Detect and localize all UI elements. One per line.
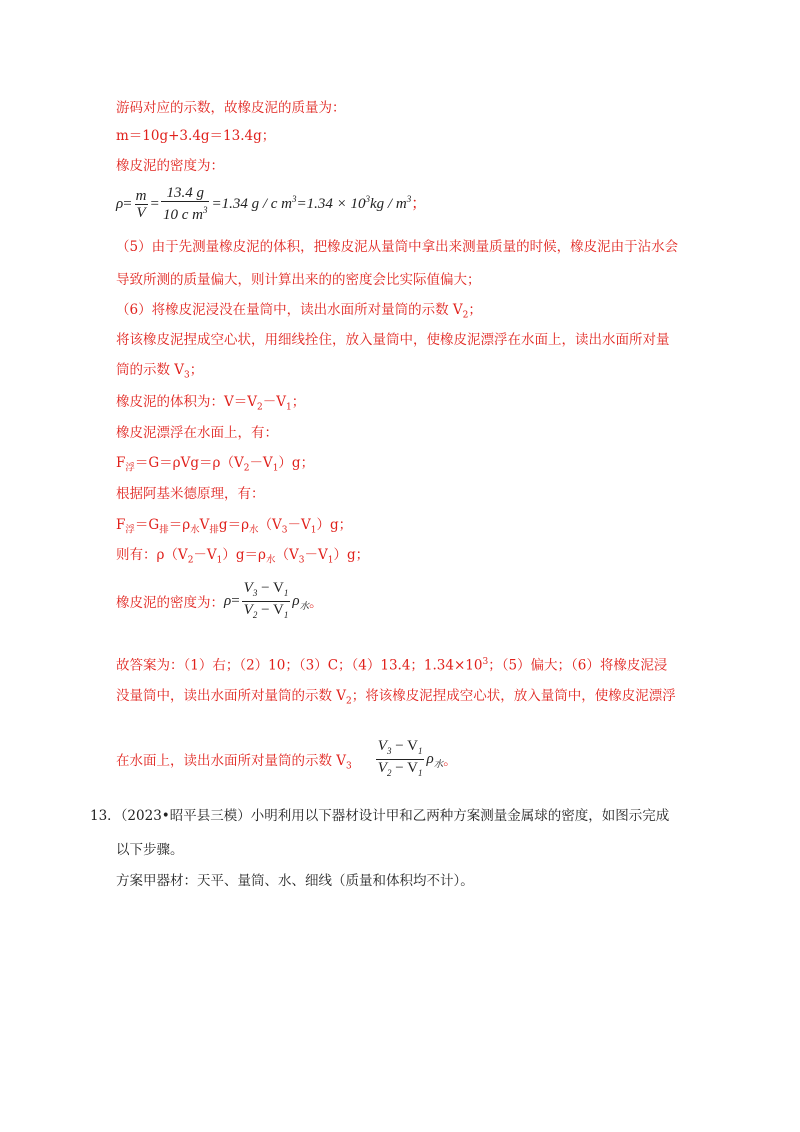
density-formula-2: ρ= $\frac{V_3 - V_1}{V_2 - V_1}$ $\rho_水$: [224, 593, 309, 609]
question-13-line-1: 13．（2023•昭平县三模）小明利用以下器材设计甲和乙两种方案测量金属球的密度，如图示完成: [90, 808, 670, 824]
text-line-14: $F_浮=G_排=\rho_水V_排g=\rho_水(V_3-V_1)g$；: [116, 517, 353, 536]
density-formula-1: ρ= $\frac{m}{V}$ = $\frac{13.4 g}{10 c m^3}$ =1.34 g / c $m^3=1.34 \times 10^3kg / m^3$；: [116, 185, 427, 223]
fraction-mass-volume: $\frac{13.4 g}{10 c m^3}$: [162, 185, 208, 223]
answer-line-2: 没量筒中，读出水面所对量筒的示数 $V_2$；将该橡皮泥捏成空心状，放入量筒中，使橡皮泥漂浮: [116, 688, 676, 707]
question-13-line-3: 方案甲器材：天平、量筒、水、细线（质量和体积均不计）。: [116, 873, 474, 889]
text-line-13: 根据阿基米德原理，有：: [116, 486, 265, 502]
text-line-9: 筒的示数 $V_3$；: [116, 362, 204, 381]
text-line-5: （5）由于先测量橡皮泥的体积，把橡皮泥从量筒中拿出来测量质量的时候，橡皮泥由于沾水会: [116, 239, 679, 255]
fraction-m-over-v: $\frac{m}{V}$: [135, 187, 147, 221]
text-line-8: 将该橡皮泥捏成空心状，用细线拴住，放入量筒中，使橡皮泥漂浮在水面上，读出水面所对量: [116, 332, 670, 348]
text-line-1: 游码对应的示数，故橡皮泥的质量为：: [116, 100, 346, 116]
text-line-16: 橡皮泥的密度为：ρ= $\frac{V_3 - V_1}{V_2 - V_1}$ $\rho_水$。: [116, 580, 323, 626]
answer-line-1: 故答案为：（1）右；（2）10；（3）C；（4）13.4；$1.34\times 10^3$；（5）偏大；（6）将橡皮泥浸: [116, 657, 668, 674]
answer-line-3: 在水面上，读出水面所对量筒的示数 $V_3$ $\frac{V_3 - V_1}{V_2 - V_1}$ $\rho_水$。: [116, 738, 457, 786]
text-line-3: 橡皮泥的密度为：: [116, 158, 224, 174]
text-line-11: 橡皮泥漂浮在水面上，有：: [116, 425, 278, 441]
text-line-12: $F_浮=G=\rho Vg=\rho(V_2-V_1)g$；: [116, 455, 315, 474]
text-line-10: 橡皮泥的体积为：$V=V_2-V_1$；: [116, 394, 306, 413]
text-line-6: 导致所测的质量偏大，则计算出来的的密度会比实际值偏大；: [116, 272, 481, 288]
text-line-15: 则有：$\rho(V_2-V_1)g=\rho_水(V_3-V_1)g$；: [116, 547, 370, 566]
density-formula-3: $\frac{V_3 - V_1}{V_2 - V_1}$ $\rho_水$: [374, 751, 443, 767]
text-line-7: （6）将橡皮泥浸没在量筒中，读出水面所对量筒的示数 $V_2$；: [116, 302, 482, 321]
question-13-line-2: 以下步骤。: [116, 842, 184, 858]
text-line-2: m＝10g+3.4g＝13.4g；: [116, 128, 276, 144]
